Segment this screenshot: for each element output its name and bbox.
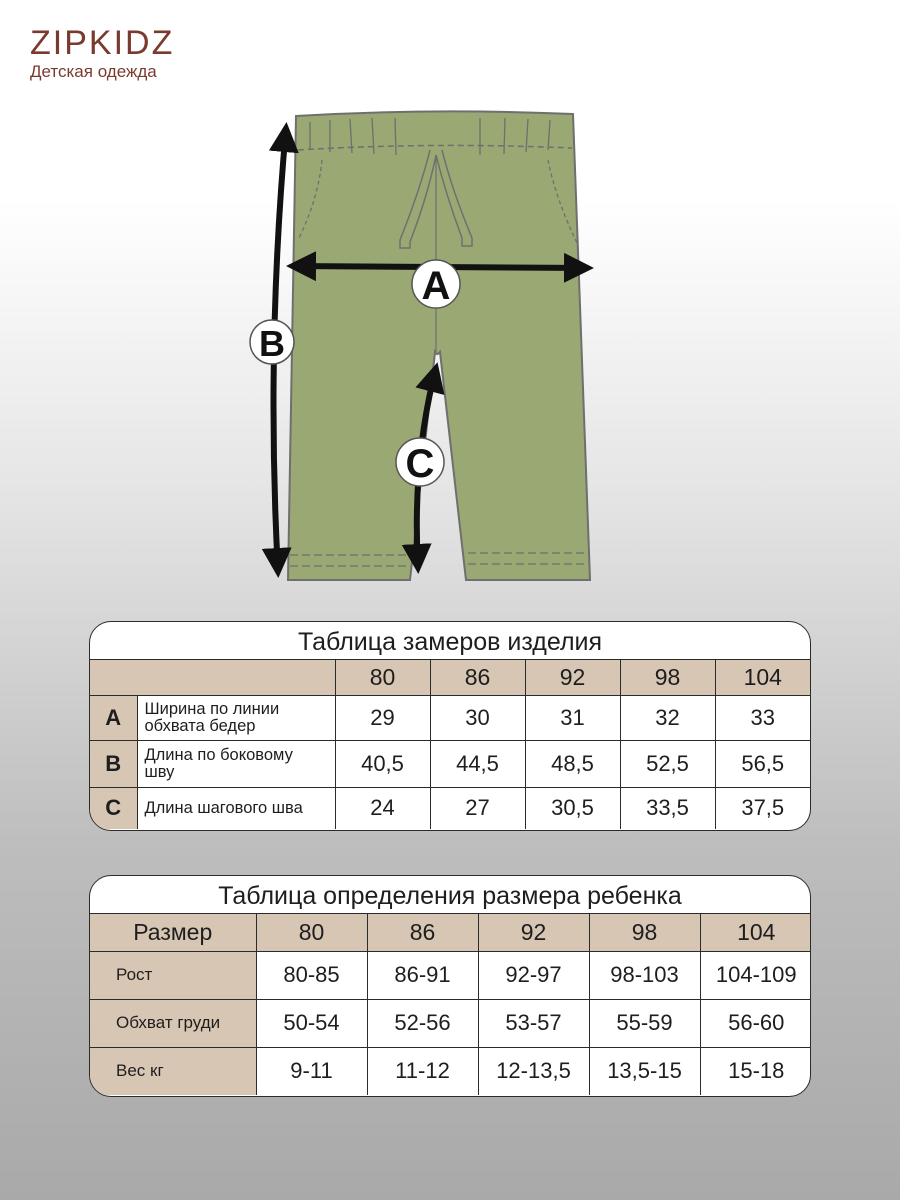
size-header: 98 (589, 914, 700, 951)
table-cell: 40,5 (335, 740, 430, 787)
table-cell: 31 (525, 695, 620, 740)
table-cell: 86-91 (367, 951, 478, 999)
size-header: 86 (367, 914, 478, 951)
table-cell: 56,5 (715, 740, 810, 787)
table-cell: 9-11 (256, 1047, 367, 1095)
table-cell: 56-60 (700, 999, 811, 1047)
table-row (90, 1047, 811, 1095)
row-description: Длина по боковому шву (137, 740, 335, 787)
measure-table (89, 621, 811, 831)
table-cell: 37,5 (715, 787, 810, 829)
size-table (89, 875, 811, 1097)
label-b: B (259, 323, 285, 364)
table-cell: 27 (430, 787, 525, 829)
row-label: Вес кг (90, 1047, 256, 1095)
measure-header-blank (90, 660, 335, 695)
row-description: Ширина по линии обхвата бедер (137, 695, 335, 740)
table-cell: 33 (715, 695, 810, 740)
table-row (90, 787, 810, 829)
brand-name: ZIPKIDZ (30, 24, 175, 62)
brand-subtitle: Детская одежда (30, 62, 157, 81)
pants-shape (288, 111, 590, 580)
table-row (90, 999, 811, 1047)
row-letter: A (90, 695, 137, 740)
table-row (90, 951, 811, 999)
table-cell: 50-54 (256, 999, 367, 1047)
size-header: 92 (478, 914, 589, 951)
row-label: Рост (90, 951, 256, 999)
table-cell: 55-59 (589, 999, 700, 1047)
size-table-title: Таблица определения размера ребенка (90, 876, 810, 914)
table-row (90, 740, 810, 787)
table-cell: 53-57 (478, 999, 589, 1047)
size-header: 104 (715, 660, 810, 695)
row-label: Обхват груди (90, 999, 256, 1047)
table-cell: 12-13,5 (478, 1047, 589, 1095)
table-row (90, 695, 810, 740)
size-header: 92 (525, 660, 620, 695)
size-header: 80 (256, 914, 367, 951)
table-cell: 92-97 (478, 951, 589, 999)
label-a: A (421, 264, 451, 308)
measure-table-grid (90, 660, 810, 829)
size-header: 104 (700, 914, 811, 951)
size-label: Размер (90, 914, 256, 951)
table-cell: 24 (335, 787, 430, 829)
size-header: 98 (620, 660, 715, 695)
row-letter: C (90, 787, 137, 829)
table-cell: 15-18 (700, 1047, 811, 1095)
size-table-grid (90, 914, 811, 1095)
measure-table-title: Таблица замеров изделия (90, 622, 810, 660)
table-cell: 52-56 (367, 999, 478, 1047)
table-cell: 104-109 (700, 951, 811, 999)
measure-header-row (90, 660, 810, 695)
table-cell: 30 (430, 695, 525, 740)
table-cell: 29 (335, 695, 430, 740)
table-cell: 32 (620, 695, 715, 740)
label-c: C (405, 442, 435, 486)
table-cell: 48,5 (525, 740, 620, 787)
table-cell: 33,5 (620, 787, 715, 829)
row-letter: B (90, 740, 137, 787)
table-cell: 98-103 (589, 951, 700, 999)
size-header: 86 (430, 660, 525, 695)
table-cell: 80-85 (256, 951, 367, 999)
table-cell: 44,5 (430, 740, 525, 787)
table-cell: 13,5-15 (589, 1047, 700, 1095)
size-header-row (90, 914, 811, 951)
size-header: 80 (335, 660, 430, 695)
row-description: Длина шагового шва (137, 787, 335, 829)
table-cell: 52,5 (620, 740, 715, 787)
table-cell: 30,5 (525, 787, 620, 829)
table-cell: 11-12 (367, 1047, 478, 1095)
